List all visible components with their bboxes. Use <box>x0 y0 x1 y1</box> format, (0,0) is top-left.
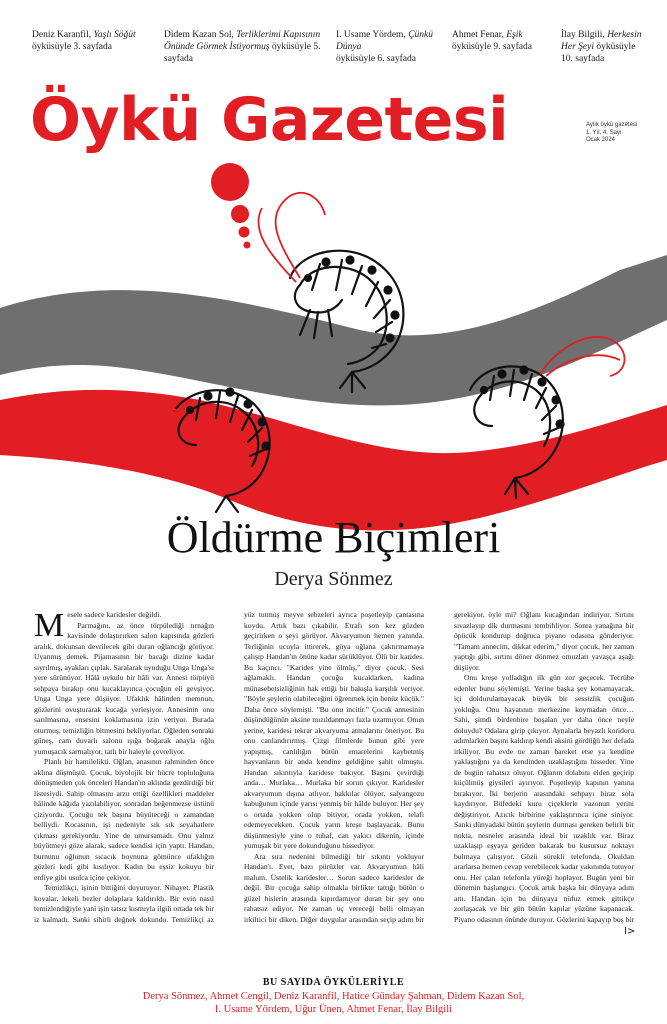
footer-title: BU SAYIDA ÖYKÜLERİYLE <box>262 977 405 988</box>
story-body <box>34 610 634 926</box>
teaser-page: öyküsüyle 6. sayfada <box>336 54 416 64</box>
bubble <box>244 242 251 249</box>
teaser-2[interactable] <box>164 29 324 65</box>
teaser-title: Herkesin Her Şeyi <box>561 30 642 52</box>
story-paragraph: Onu kreşe yolladığın ilk gün zor geçecek. Tecrübe edenler bunu söylemişti. Yerine başka şey konamayacak, içi doldurulamayacak büyük bir sessizlik çocuğun yokluğu. Onu hayatının merkezine koymadan önce… Sahi, şimdi birdenbire boşalan yer daha önce neyle doluydu? Odalara girip çıkıyor. Aynalarla beyazlı koridoru adımlarken başını kaldırıp kendi aksini gördüğü her defada irkiliyor. Bu evde ne zaman hareket etse ya kendine yaklaştığını ya da kendinden uzaklaştığını hisseder. Yine de bugün rahatsız oluyor. Oğlanın dolabını elden geçirip küçülmüş giysileri ayırıyor. Poşetleyip kapının yanına bırakıyor. İki berjerin arasındaki sehpayı biraz sola kaydırıyor. Büfedeki kuru çiçeklerle vazonun yerini değiştiriyor. Azıcık birbirine yaklaştırınca içine siniyor. Sanki dünyadaki bütün şeylerin durması gereken belirli bir nokta, nesneler arasında ideal bir uzaklık var. Biraz uzaklaşıp eşyaya geriden bakarak bu kusursuz noktayı bulmaya çalışıyor. Gözü sürekli telefonda. Okuldan ararlarsa hemen cevap verebilecek kadar yakınında tutuyor onu. Her çalan telefonla yüreği hoplayor. Bugün yeni bir dönemin başlangıcı. Çocuk artık başka bir dünyaya adım attı. Handan için bu dünyaya nüfuz etmek gittikçe zorlaşacak ve bir gün bütün kapılar yüzüne kapanacak. Piyano odasının önünde duruyor. Gözlerini kapayıp boş bir <box>454 673 634 924</box>
teaser-page: öyküsüyle 3. sayfada <box>32 42 112 52</box>
headline: Öldürme Biçimleri <box>166 513 501 562</box>
story-column-3 <box>454 610 634 926</box>
teaser-page: öyküsüyle 5. sayfada <box>164 42 321 64</box>
teaser-author: Didem Kazan Sol, <box>164 30 234 40</box>
story-paragraph: yüz tutmuş meyve sebzeleri ayrıca poşetleyip çantasına koydu. Artık bazı çıkabilir. Etrafı son kez gözden geçirirken o şeyi görüyor. Akvaryumun hemen yanında. Terliğinin ucuyla ittirerek, güya oğlana çaktırmamaya çalışıp Handan'ın önüne kadar sürüklüyor. Ölü bir karides. Bu kaçıncı. "Karides yine ölmüş," diyor çocuk. Sesi ağlamaklı. Handan çocuğu kucaklarken, kadına münasebetsizliğinin hak ettiği bir bakışla karşılık veriyor. "Böyle şeylerin olabileceğini öğrenmek için henüz küçük." Daha önce söylemişti. "Bu onu incitir." Çocuk annesinin düşündüğünün aksine mızıldanmayı fazla uzatmıyor. Onun yerine, karidesi tekrar akvaryuma atmalarını öneriyor. Bu onu canlandırırmış. Çizgi filmlerde bunun gibi yere yapışmış, canlılığın bütün emarelerini kaybetmiş hayvanların bir anda kendine geldiğine şahit olmuştu. Handan sıkıntıyla karidese bakıyor. Başını çevirdiği anda… Murlaka… Murlaka bir sorun çıkıyor. Karidesler akvaryumun dışına atlıyor, bakkılar ölüyor, salyangozu kabuğunun içinde yarısı yenmiş bir hâlde buluyor. Her şey o ortada yokken olup bitiyor, orada yokken, telafi edemeyecekken. Çocuk yarın kreşe başlayacak. Bunu düşünmesiyle yine o tuhaf, can yakıcı dikenin, içinde yumuşak bir yere dokunduğunu hissediyor. <box>244 610 424 850</box>
footer-names-line: I. Usame Yördem, Uğur Ünen, Ahmet Fenar, İlay Bilgili <box>214 1004 453 1015</box>
story-column-1 <box>34 610 214 926</box>
footer-names-line: Derya Sönmez, Ahmet Cengil, Deniz Karanfil, Hatice Günday Şahman, Didem Kazan Sol, <box>142 991 525 1002</box>
teaser-title: Terliklerimi Kapısının Önünde Görmek İstiyormuş <box>164 30 321 52</box>
story-paragraph: gerekiyor, öyle mi? Oğlanı kucağından indiriyor. Sırtını sıvazlayıp dik durmasını tembihliyor. Sonra yanağına bir öpücük kondurup doğruca piyano odasına gönderiyor. "Tamam annecim, dikkat ederim," diyor çocuk, her zaman yaptığı gibi, sırtını döner dönmez omuzları yavaşça aşağı düşüyor. <box>454 610 634 672</box>
bubble <box>239 227 250 238</box>
dropcap: M <box>34 610 65 644</box>
headline-author: Derya Sönmez <box>274 568 393 590</box>
teaser-3[interactable] <box>336 29 446 65</box>
story-column-2 <box>244 610 424 926</box>
teaser-5[interactable] <box>561 29 643 65</box>
teaser-title: Eşik <box>506 30 523 40</box>
shrimp-antenna <box>258 193 325 282</box>
teaser-title: Çünkü Dünya <box>336 30 434 52</box>
teaser-page: öyküsüyle 9. sayfada <box>452 42 532 52</box>
story-paragraph: Planlı bir hamilelikti. Oğlan, anasının rahminden önce aklına düşmüştü. Çocuk, biyolojik bir hücre topluluğuna dönüşmeden çok önceleri Handan'ın aklında gezdirdiği bir listesiydi. Sahip olmasını arzu ettiği özellikleri maddeler hâlinde kâğıda yazılabiliyor, sonradan beğenmezse üstünü çiziyordu. Çocuğu tek başına büyüteceği o zamandan belliydi. Kocasının, işi nedeniyle sık sık seyahatlere çıkması gerekiyordu. Yine de umursamadı. Onu yalnız büyütmeyi göze alarak, sadece kendisi için yaptı. Handan, burnunu oğlunun sıcacık boynuna gömünce ufaklığın gözleri kedi gibi kısılıyor. Kadın bu eşsiz kokuyu bir enfiye gibi usulca içine çekiyor. <box>34 757 214 882</box>
teaser-author: Deniz Karanfil, <box>32 30 92 40</box>
issue-date: Ocak 2024 <box>586 137 616 143</box>
bubbles <box>211 163 251 249</box>
teaser-page: öyküsüyle 10. sayfada <box>561 42 636 64</box>
teaser-title: Yaşlı Söğüt <box>93 30 136 40</box>
footer-names <box>0 990 667 1016</box>
teaser-author: Ahmet Fenar, <box>452 30 504 40</box>
red-band <box>0 390 667 531</box>
bubble <box>211 163 249 201</box>
story-paragraph: Ara sıra nedenini bilmediği bir sıkıntı yokluyor Handan'ı. Evet, bazı pürüzler var. Akvaryumun hâli malum. Üstelik karidesler… Sorun sadece karidesler de değil. Bir çocuğa sahip olmakla birlikte tattığı bütün o güzel hislerin arasında kıpırdamıyor duran bir şey onu rahatsız ediyor. Ne zaman uç vereceği belli olmayan irkiltici bir diken. Diğer duygular arasından seçip adını bir <box>244 851 424 924</box>
story-paragraph: Parmağını, az önce törpülediği tırnağın kavisinde dolaştırırken salon kapısında gözleri aralık, dokunsan devrilecek gibi duran oğlancığı görüyor. Uyanmış demek. Pijamasının bir bacağı dizine kadar sıyrılmış, ayakları çıplak. Saralarak uyuduğu Unga Unga'sı yere sürünüyor. Hâlâ uykulu bir hâli var. Annesi törpüyü sehpaya bırakıp onu kucaklayınca çocuğun eli gevşiyor, Unga Unga yere düşüyor. Ufaklık hâlinden memnun, gözlerini ovuşturarak kucağa yerleşiyor. Annesinin onu sarılmasına, ensesini koklamasına izin veriyor. Burada oturmuş, temizliğin bitmesini bekliyorlar. Öğleden sonraki güneş, cam duvarlı salonu ışığa boğarak anayla oğlu yumuşacık sarmalıyor, tatlı bir haleyle çevreliyor. <box>34 620 214 756</box>
gray-band <box>0 255 667 405</box>
bubble <box>231 205 249 223</box>
story-text: esele sadece karidesler değildi. <box>67 610 162 619</box>
teaser-author: I. Usame Yördem, <box>336 30 406 40</box>
issue-number: 1. Yıl, 4. Sayı <box>586 129 622 136</box>
issue-tagline: Aylık öykü gazetesi <box>586 122 638 128</box>
story-paragraph <box>34 610 214 644</box>
teaser-1[interactable] <box>32 29 157 53</box>
continue-marker[interactable]: I> <box>624 926 636 937</box>
teaser-4[interactable] <box>452 29 552 53</box>
masthead-title: Öykü Gazetesi <box>30 85 509 155</box>
story-paragraph: Temizlikçi, işinin bittiğini duyuruyor. Nihayet. Plastik kovalar, lekeli bezler dolaplara kaldırıldı. Bir evin nasıl temizlendiğiyle yani işin tatsız kısmıyla ilgili ortada tek bir iz kalmadı. Sanki sihirli değnek dokundu. Temizlikçi az <box>34 883 214 924</box>
teaser-strip <box>32 29 642 64</box>
teaser-author: İlay Bilgili, <box>561 30 605 40</box>
issue-info <box>586 122 646 145</box>
